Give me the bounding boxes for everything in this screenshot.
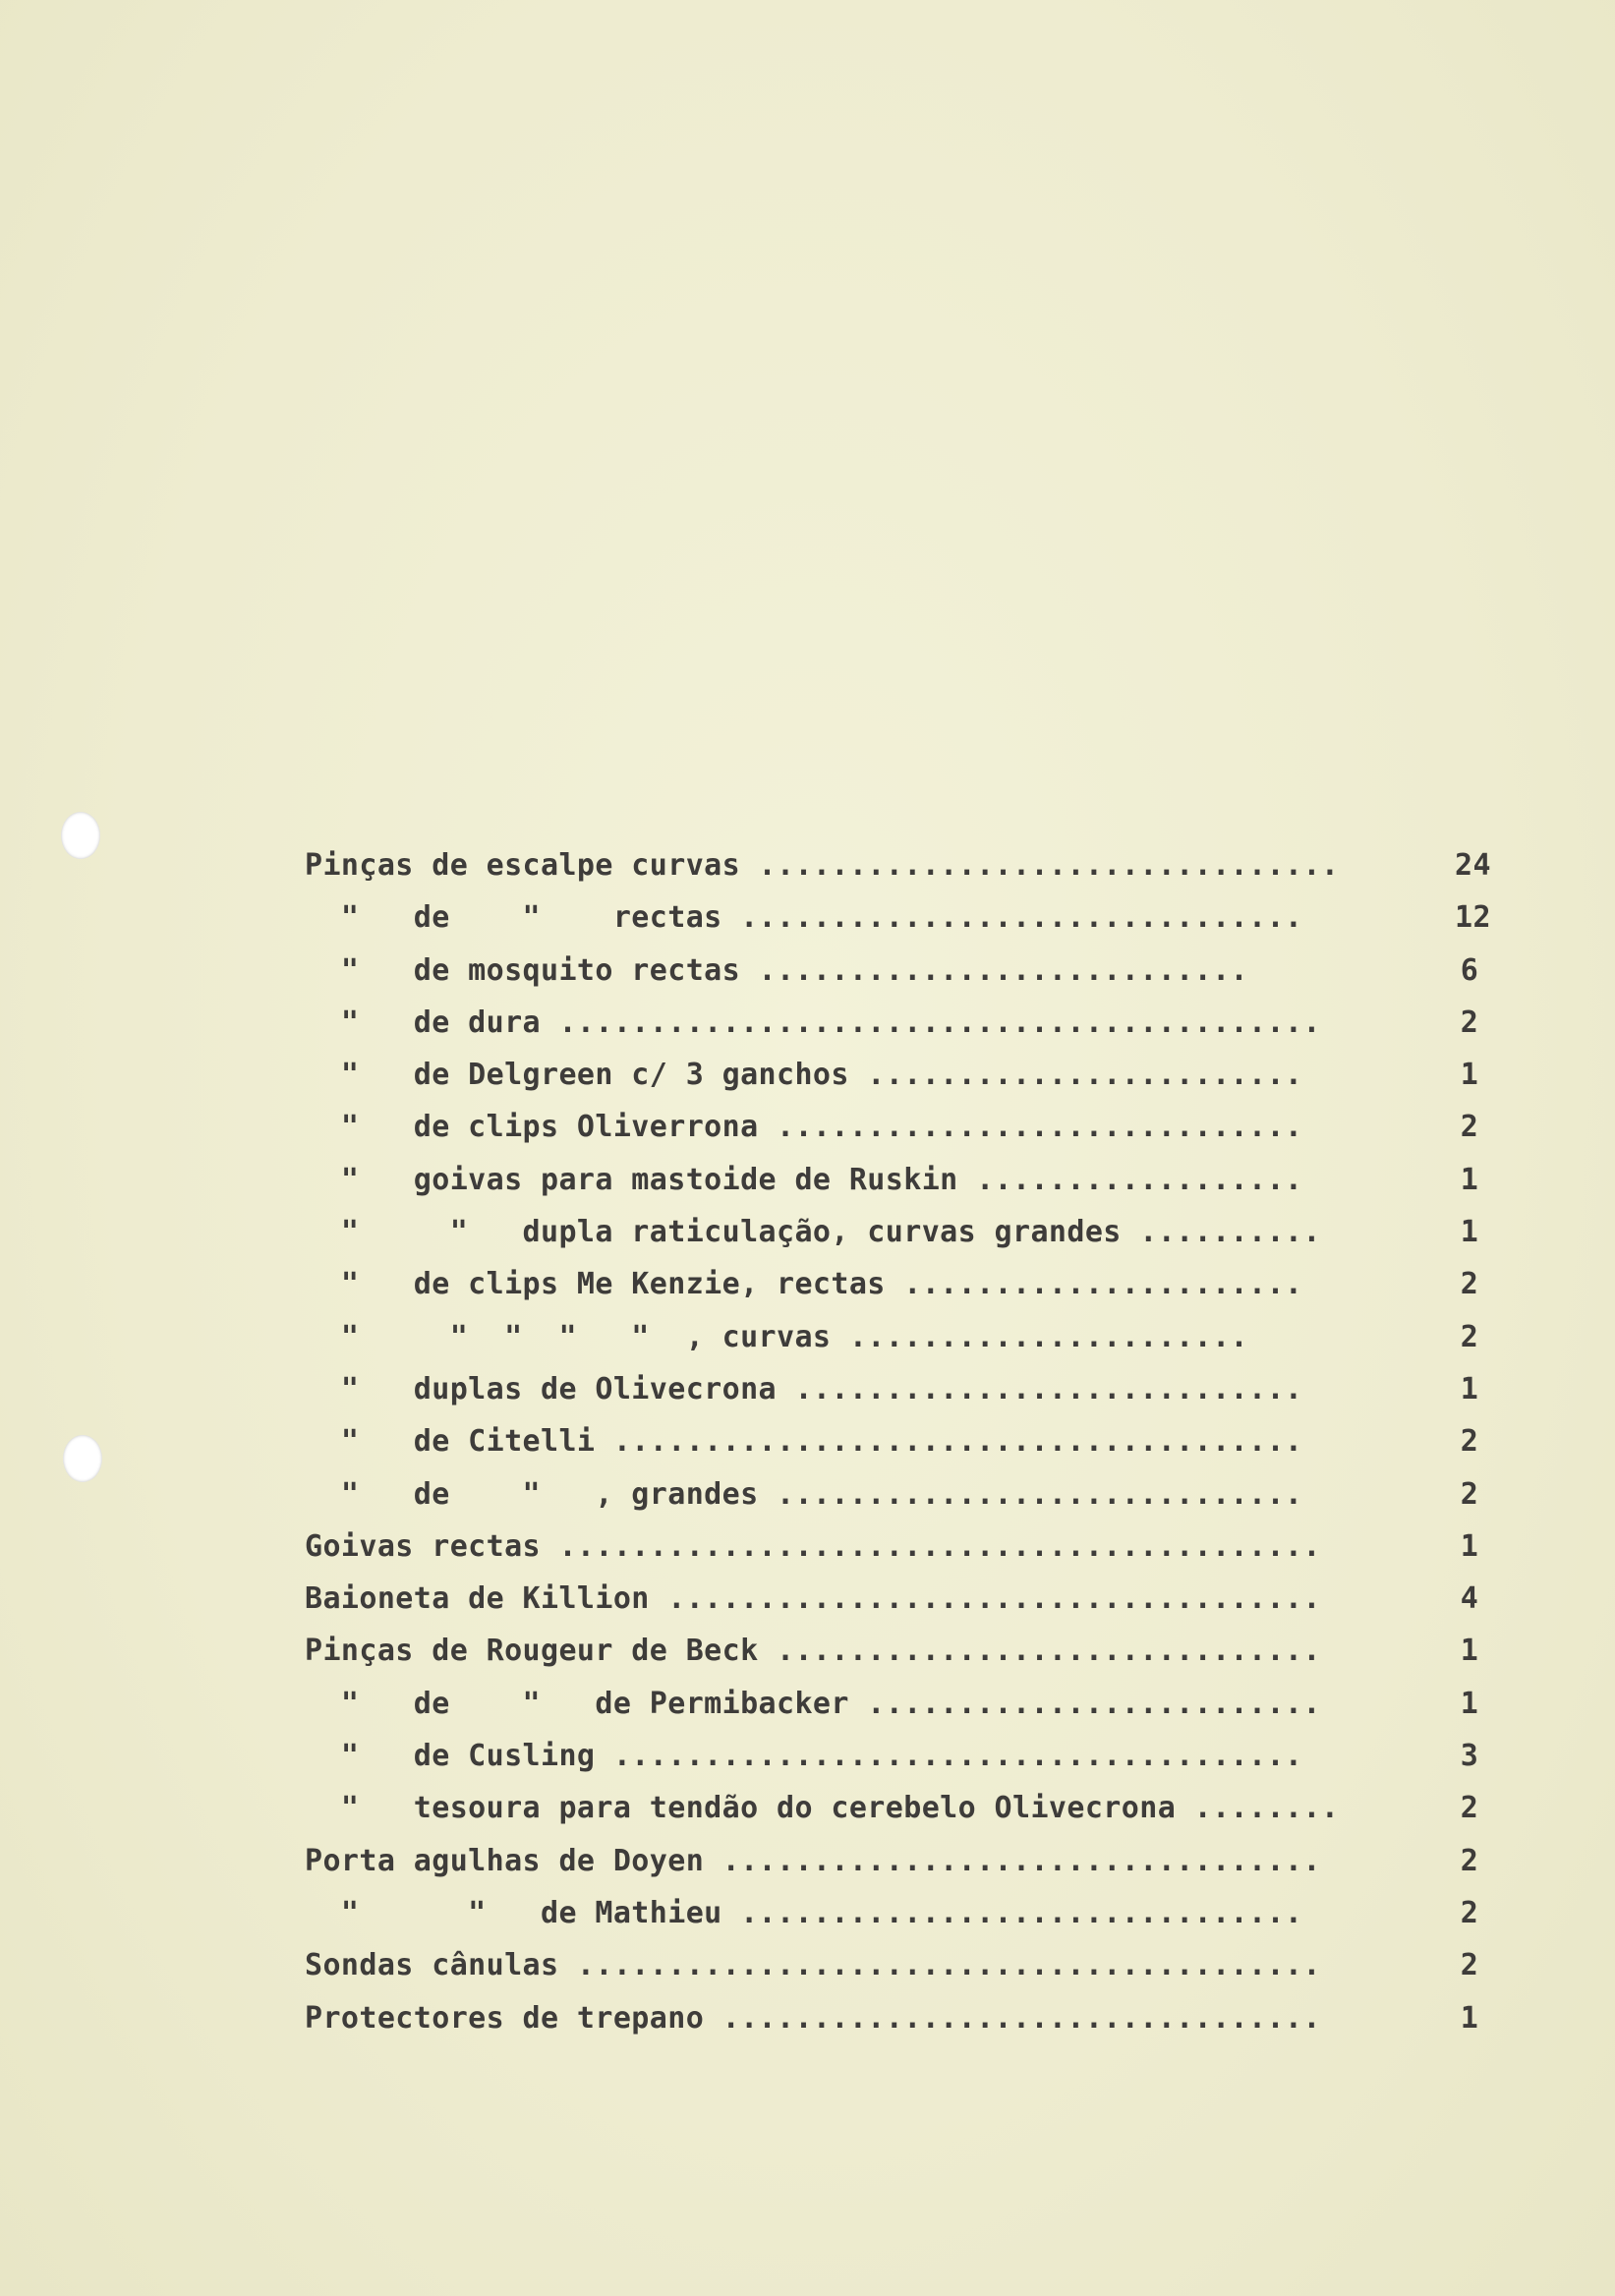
list-item	[305, 843, 1491, 895]
instrument-list	[305, 843, 1491, 2048]
list-item	[305, 1315, 1484, 1367]
item-description: " duplas de Olivecrona ............................	[305, 1371, 1303, 1406]
item-quantity: 2	[1460, 1843, 1479, 1878]
list-item	[305, 1943, 1484, 1995]
list-item	[305, 1210, 1484, 1262]
item-description: " de dura ..........................................	[305, 1004, 1321, 1040]
item-quantity: 1	[1460, 1371, 1479, 1406]
item-description: " de " de Permibacker .........................	[305, 1686, 1321, 1721]
item-description: Porta agulhas de Doyen .................................	[305, 1843, 1321, 1878]
item-quantity: 2	[1460, 1319, 1479, 1354]
list-item	[305, 1734, 1484, 1786]
item-description: " de clips Me Kenzie, rectas ......................	[305, 1267, 1303, 1302]
list-item	[305, 1577, 1484, 1629]
item-quantity: 1	[1460, 1686, 1479, 1721]
item-quantity: 1	[1460, 1634, 1479, 1669]
item-description: Pinças de Rougeur de Beck ..............................	[305, 1634, 1321, 1669]
item-quantity: 2	[1460, 1424, 1479, 1460]
list-item	[305, 1472, 1484, 1524]
item-quantity: 2	[1460, 1267, 1479, 1302]
item-quantity: 24	[1455, 848, 1491, 883]
item-description: " " dupla raticulação, curvas grandes ..........	[305, 1215, 1321, 1250]
item-quantity: 1	[1460, 1528, 1479, 1564]
list-item	[305, 1996, 1484, 2048]
item-quantity: 2	[1460, 1791, 1479, 1826]
item-quantity: 2	[1460, 1895, 1479, 1930]
list-item	[305, 1891, 1484, 1943]
item-description: Goivas rectas ..........................................	[305, 1528, 1321, 1564]
item-description: " de " , grandes .............................	[305, 1476, 1303, 1512]
list-item	[305, 1262, 1484, 1314]
item-description: " de Delgreen c/ 3 ganchos ........................	[305, 1058, 1303, 1093]
item-description: " de " rectas ...............................	[305, 900, 1303, 936]
punch-hole-bottom	[63, 1435, 102, 1482]
list-item	[305, 1524, 1484, 1577]
item-description: " goivas para mastoide de Ruskin ..................	[305, 1162, 1303, 1197]
item-description: " de mosquito rectas ...........................	[305, 952, 1248, 988]
list-item	[305, 1682, 1484, 1734]
item-quantity: 3	[1460, 1739, 1479, 1774]
punch-hole-top	[61, 812, 100, 859]
item-description: " de Cusling ......................................	[305, 1739, 1303, 1774]
item-quantity: 2	[1460, 1110, 1479, 1145]
list-item	[305, 895, 1491, 947]
item-description: Protectores de trepano .................................	[305, 2000, 1321, 2036]
item-quantity: 1	[1460, 1058, 1479, 1093]
list-item	[305, 1053, 1484, 1105]
item-quantity: 6	[1460, 952, 1479, 988]
item-quantity: 1	[1460, 1162, 1479, 1197]
item-quantity: 2	[1460, 1476, 1479, 1512]
item-description: " de Citelli ......................................	[305, 1424, 1303, 1460]
list-item	[305, 1367, 1484, 1419]
item-description: " " de Mathieu ...............................	[305, 1895, 1303, 1930]
list-item	[305, 1001, 1484, 1053]
list-item	[305, 1839, 1484, 1891]
list-item	[305, 948, 1484, 1001]
item-quantity: 1	[1460, 1215, 1479, 1250]
item-description: Pinças de escalpe curvas ................................	[305, 848, 1340, 883]
item-description: " de clips Oliverrona .............................	[305, 1110, 1303, 1145]
list-item	[305, 1158, 1484, 1210]
item-quantity: 2	[1460, 1948, 1479, 1983]
item-quantity: 1	[1460, 2000, 1479, 2036]
item-quantity: 12	[1455, 900, 1491, 936]
item-description: " " " " " , curvas ......................	[305, 1319, 1248, 1354]
item-quantity: 4	[1460, 1581, 1479, 1617]
list-item	[305, 1786, 1484, 1838]
item-description: Baioneta de Killion ....................................	[305, 1581, 1321, 1617]
item-description: Sondas cânulas .........................................	[305, 1948, 1321, 1983]
list-item	[305, 1419, 1484, 1471]
list-item	[305, 1105, 1484, 1157]
item-quantity: 2	[1460, 1004, 1479, 1040]
list-item	[305, 1629, 1484, 1681]
item-description: " tesoura para tendão do cerebelo Olivecrona ........	[305, 1791, 1340, 1826]
